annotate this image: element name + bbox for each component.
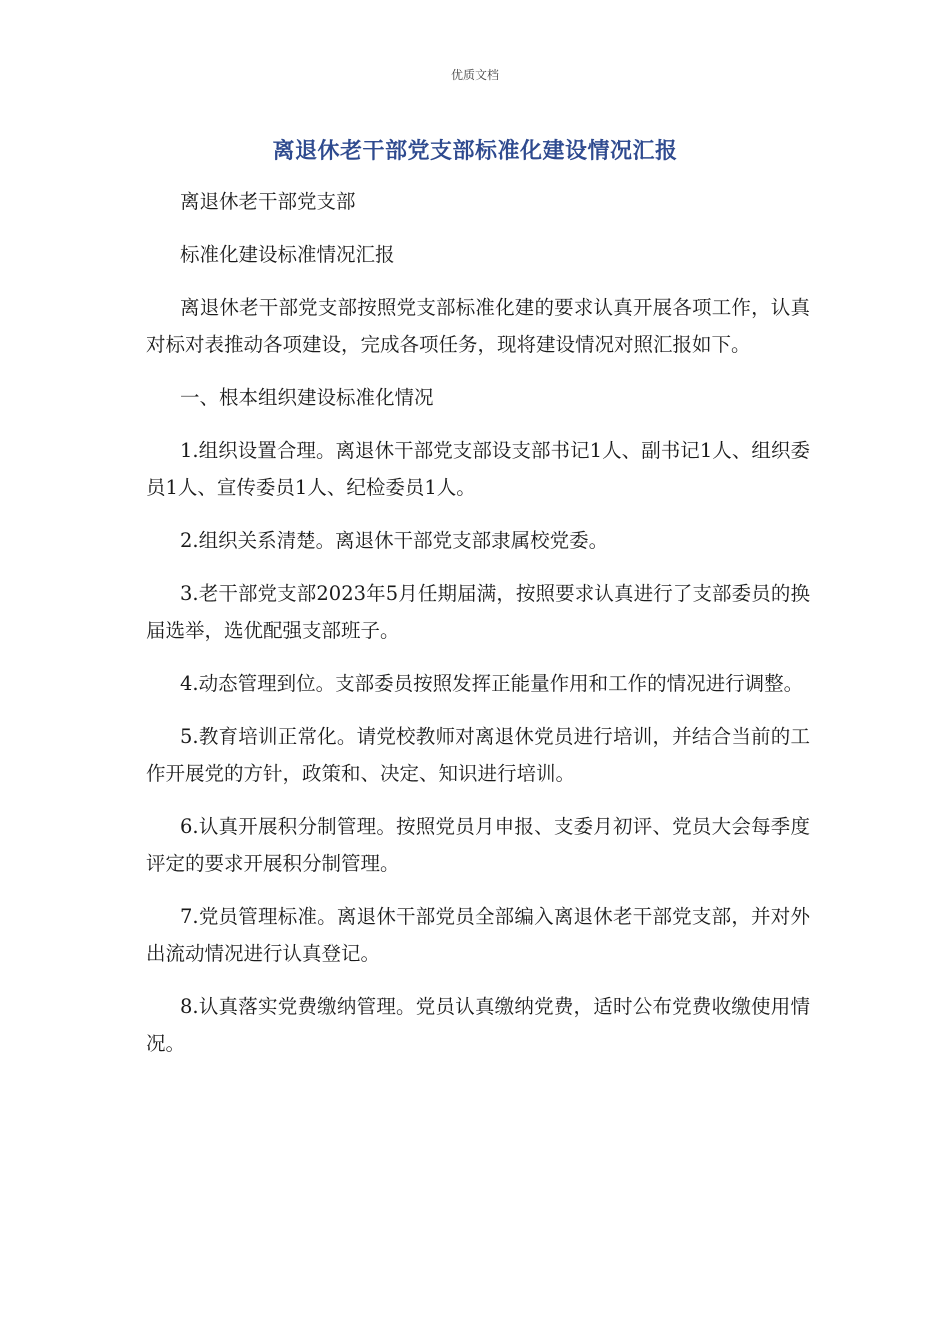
paragraph-item-1: 1.组织设置合理。离退休干部党支部设支部书记1人、副书记1人、组织委员1人、宣传委员1人、纪检委员1人。: [146, 439, 810, 499]
paragraph-item-2: 2.组织关系清楚。离退休干部党支部隶属校党委。: [180, 529, 609, 552]
document-body: [146, 183, 810, 1078]
document-title: 离退休老干部党支部标准化建设情况汇报: [272, 139, 678, 164]
section-heading-organization: 一、根本组织建设标准化情况: [180, 386, 434, 409]
paragraph-branch-name: 离退休老干部党支部: [180, 190, 356, 213]
paragraph-item-4: 4.动态管理到位。支部委员按照发挥正能量作用和工作的情况进行调整。: [180, 672, 804, 695]
page-header-label: 优质文档: [450, 68, 499, 82]
paragraph-item-5: 5.教育培训正常化。请党校教师对离退休党员进行培训，并结合当前的工作开展党的方针，政策和、决定、知识进行培训。: [146, 725, 810, 785]
paragraph-report-subtitle: 标准化建设标准情况汇报: [180, 243, 395, 266]
paragraph-item-3: 3.老干部党支部2023年5月任期届满，按照要求认真进行了支部委员的换届选举，选优配强支部班子。: [146, 582, 810, 642]
paragraph-item-8: 8.认真落实党费缴纳管理。党员认真缴纳党费，适时公布党费收缴使用情况。: [146, 995, 810, 1055]
paragraph-item-6: 6.认真开展积分制管理。按照党员月申报、支委月初评、党员大会每季度评定的要求开展积分制管理。: [146, 815, 810, 875]
paragraph-item-7: 7.党员管理标准。离退休干部党员全部编入离退休老干部党支部，并对外出流动情况进行认真登记。: [146, 905, 810, 965]
paragraph-introduction: 离退休老干部党支部按照党支部标准化建的要求认真开展各项工作，认真对标对表推动各项建设，完成各项任务，现将建设情况对照汇报如下。: [146, 296, 810, 356]
